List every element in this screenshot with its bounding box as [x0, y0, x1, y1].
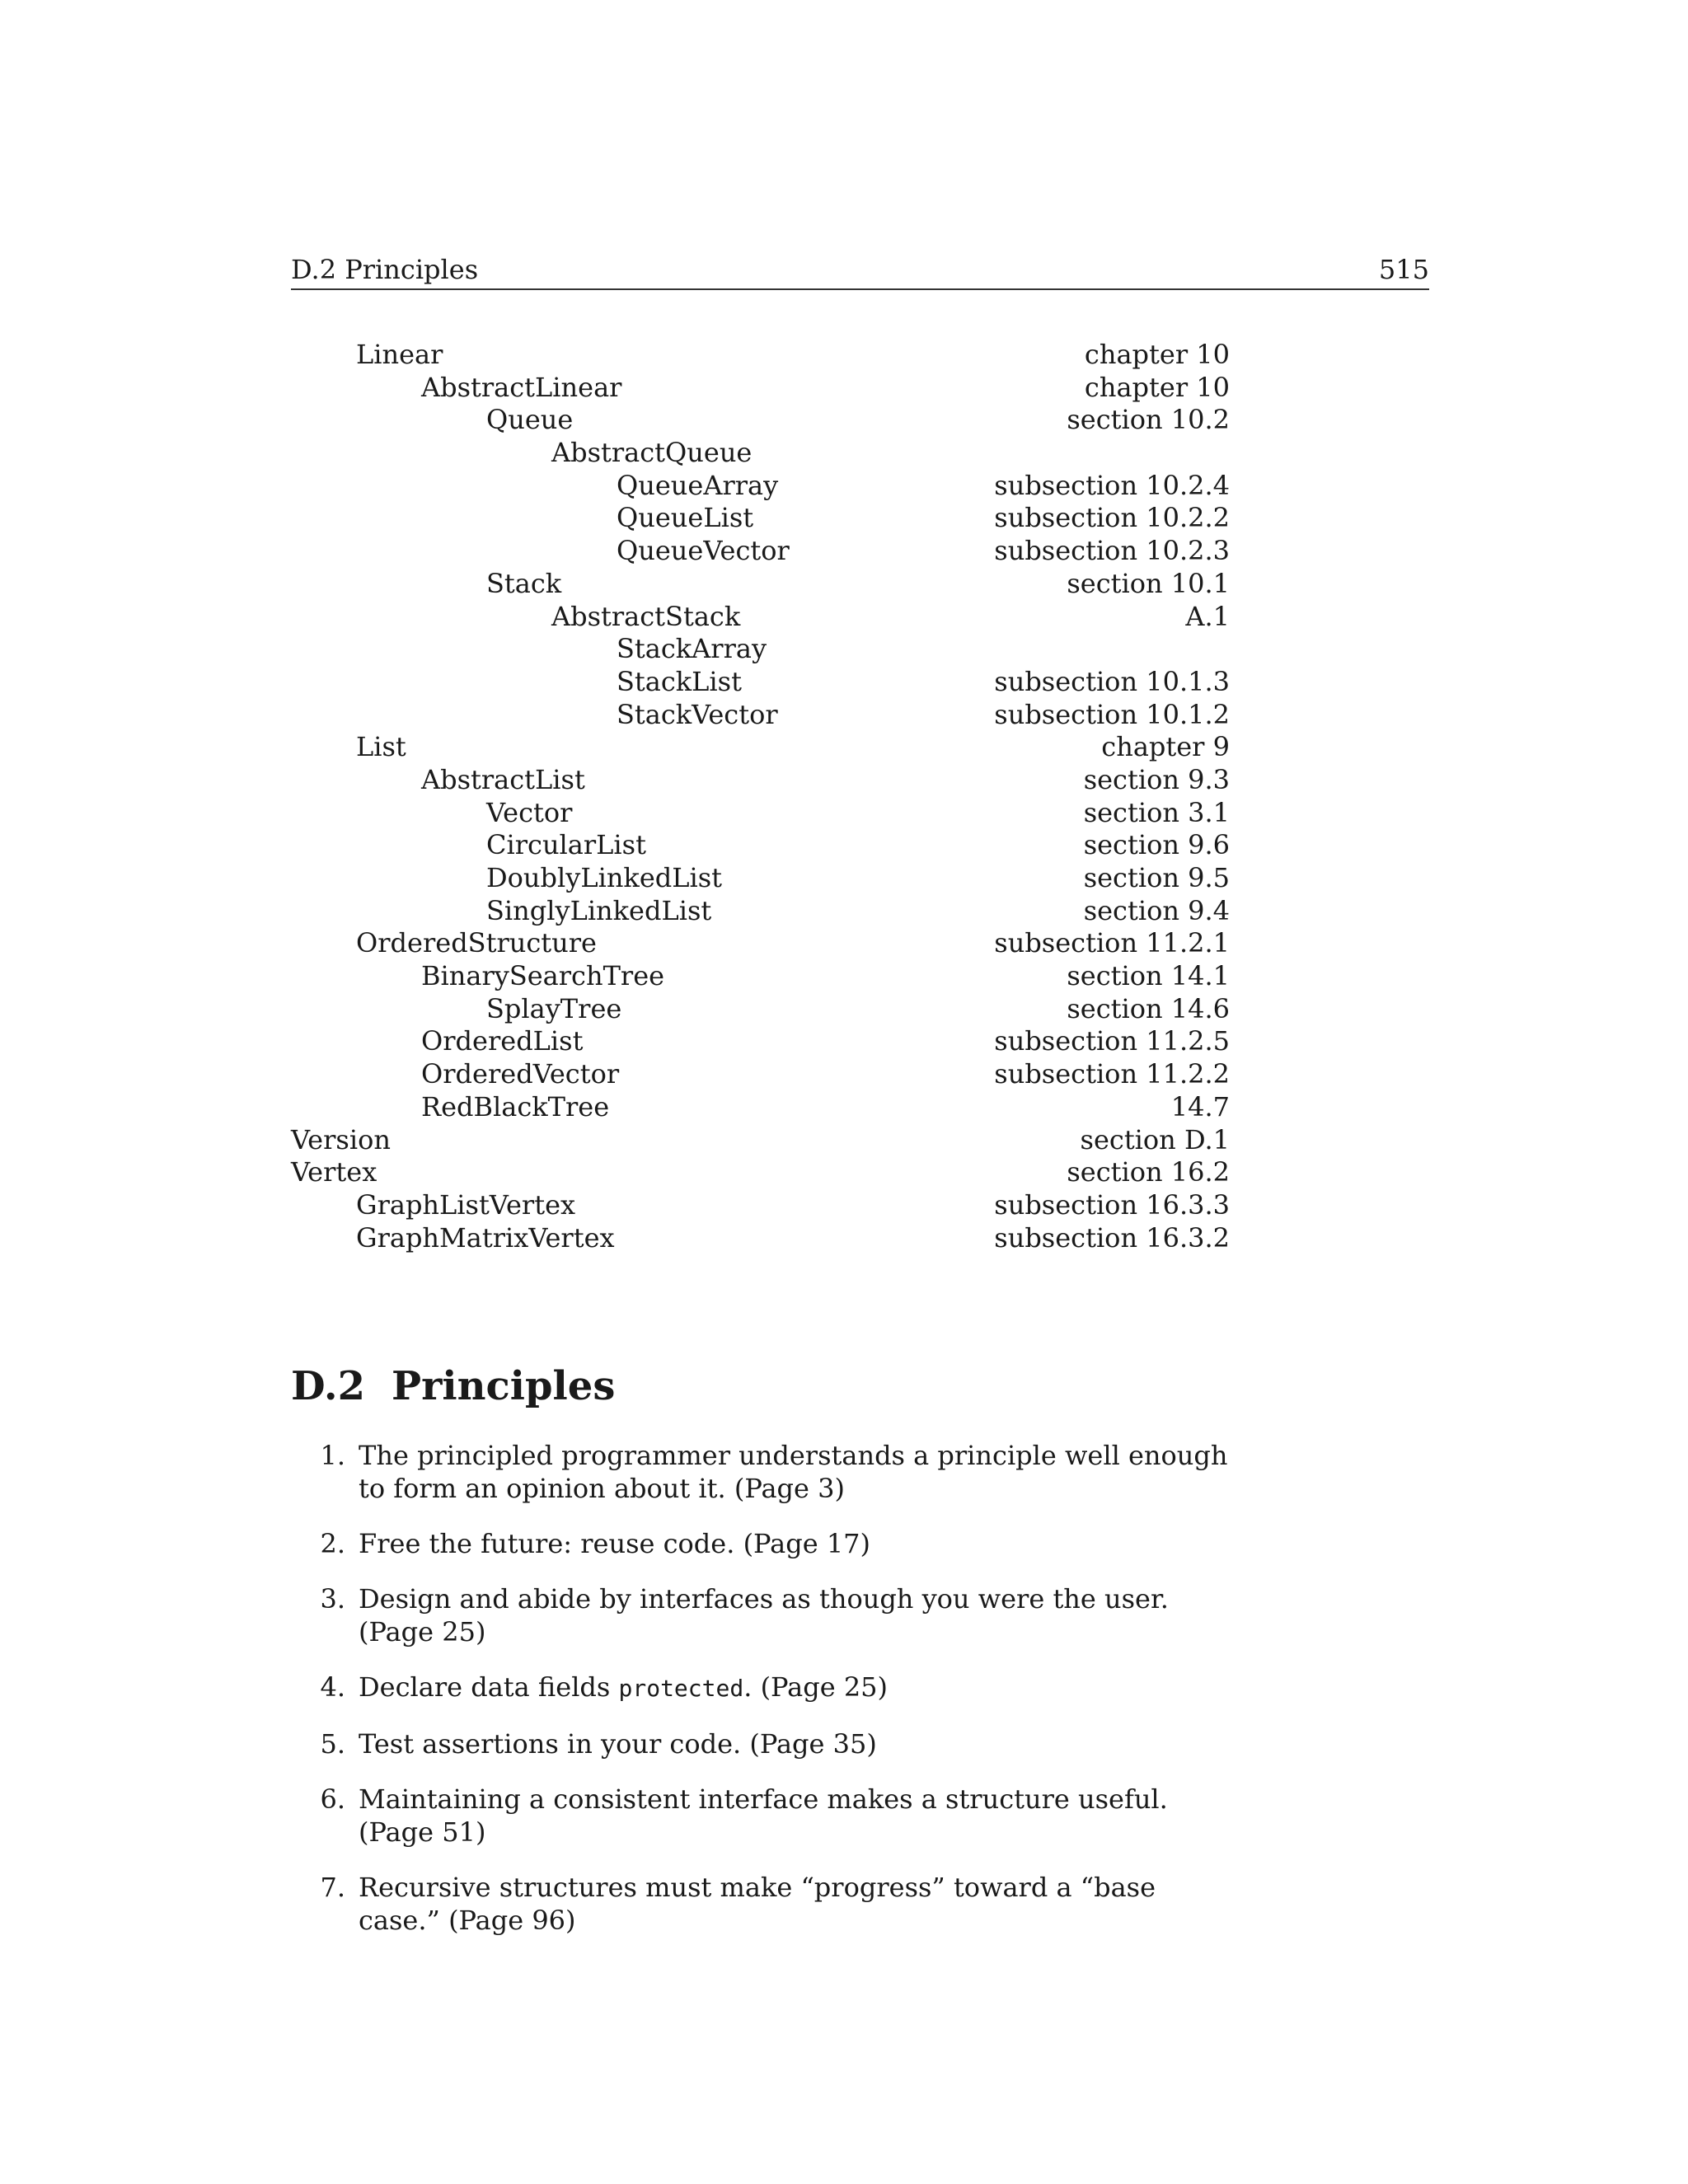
class-name: Vertex — [291, 1156, 377, 1188]
principle-number: 3. — [320, 1583, 345, 1615]
section-reference: section 9.4 — [1083, 894, 1230, 926]
section-reference: subsection 10.2.2 — [994, 502, 1230, 534]
class-name: GraphMatrixVertex — [356, 1221, 615, 1254]
class-name: OrderedVector — [421, 1058, 620, 1090]
principles-list — [291, 1439, 1230, 1959]
code-keyword: protected — [618, 1675, 744, 1702]
section-title: Principles — [392, 1363, 616, 1409]
class-name: List — [356, 731, 406, 763]
running-head — [291, 251, 1429, 290]
section-heading — [291, 1360, 615, 1413]
principle-number: 4. — [320, 1671, 345, 1703]
hierarchy-row — [291, 404, 1230, 437]
principle-text — [359, 1671, 888, 1703]
principle-item — [291, 1871, 1230, 1937]
principle-item — [291, 1439, 1230, 1505]
principle-item — [291, 1582, 1230, 1648]
principle-number: 2. — [320, 1528, 345, 1559]
class-name: StackVector — [617, 698, 778, 730]
section-reference: A.1 — [1185, 600, 1230, 632]
section-reference: section 16.2 — [1067, 1156, 1230, 1188]
hierarchy-row — [291, 960, 1230, 993]
class-hierarchy-list — [291, 339, 1230, 1254]
hierarchy-row — [291, 1124, 1230, 1157]
section-reference: section 14.1 — [1067, 960, 1230, 992]
principle-item — [291, 1671, 1230, 1705]
hierarchy-row — [291, 797, 1230, 830]
hierarchy-row — [291, 1189, 1230, 1222]
hierarchy-row — [291, 895, 1230, 928]
hierarchy-row — [291, 470, 1230, 503]
class-name: OrderedList — [421, 1025, 584, 1057]
principle-text: Test assertions in your code. (Page 35) — [359, 1728, 877, 1760]
hierarchy-row — [291, 339, 1230, 372]
hierarchy-row — [291, 764, 1230, 797]
class-name: QueueList — [617, 502, 754, 534]
class-name: StackList — [617, 665, 742, 697]
page-number: 515 — [1378, 254, 1429, 285]
hierarchy-row — [291, 699, 1230, 732]
hierarchy-row — [291, 1156, 1230, 1189]
section-reference: section 9.6 — [1083, 829, 1230, 861]
class-name: BinarySearchTree — [421, 960, 665, 992]
section-reference: subsection 16.3.3 — [994, 1188, 1230, 1221]
class-name: QueueVector — [617, 535, 790, 567]
principle-item — [291, 1783, 1230, 1849]
principle-text: Recursive structures must make “progress” toward a “base case.” (Page 96) — [359, 1872, 1156, 1936]
section-reference: section D.1 — [1080, 1123, 1230, 1155]
hierarchy-row — [291, 601, 1230, 634]
hierarchy-row — [291, 535, 1230, 568]
section-reference: subsection 10.2.4 — [994, 469, 1230, 501]
hierarchy-row — [291, 1222, 1230, 1255]
principle-number: 5. — [320, 1728, 345, 1760]
hierarchy-row — [291, 1058, 1230, 1091]
class-name: OrderedStructure — [356, 927, 597, 959]
section-reference: section 9.3 — [1083, 763, 1230, 795]
section-reference: subsection 10.1.3 — [994, 665, 1230, 697]
principle-number: 6. — [320, 1783, 345, 1815]
principle-text-post: . (Page 25) — [743, 1671, 889, 1703]
class-name: RedBlackTree — [421, 1090, 610, 1122]
principle-text: Design and abide by interfaces as though you were the user. (Page 25) — [359, 1583, 1169, 1647]
hierarchy-row — [291, 927, 1230, 960]
section-reference: section 14.6 — [1067, 992, 1230, 1024]
class-name: Linear — [356, 339, 443, 370]
section-reference: 14.7 — [1170, 1090, 1230, 1122]
class-name: Stack — [486, 567, 562, 599]
class-name: AbstractLinear — [421, 371, 622, 403]
running-head-title: D.2 Principles — [291, 254, 479, 285]
section-number: D.2 — [291, 1363, 366, 1409]
section-reference: subsection 11.2.2 — [994, 1058, 1230, 1090]
hierarchy-row — [291, 437, 1230, 470]
hierarchy-row — [291, 993, 1230, 1026]
principle-text-pre: Declare data fields — [359, 1671, 619, 1703]
section-reference: subsection 10.2.3 — [994, 535, 1230, 567]
section-reference: section 10.1 — [1067, 567, 1230, 599]
class-name: CircularList — [486, 829, 646, 861]
section-reference: subsection 11.2.1 — [994, 927, 1230, 959]
hierarchy-row — [291, 502, 1230, 535]
class-name: DoublyLinkedList — [486, 862, 722, 893]
section-reference: section 9.5 — [1083, 862, 1230, 893]
class-name: GraphListVertex — [356, 1188, 576, 1221]
class-name: AbstractList — [421, 763, 585, 795]
principle-number: 7. — [320, 1872, 345, 1903]
class-name: StackArray — [617, 633, 767, 665]
hierarchy-row — [291, 731, 1230, 764]
section-reference: subsection 10.1.2 — [994, 698, 1230, 730]
principle-item — [291, 1527, 1230, 1560]
section-reference: subsection 16.3.2 — [994, 1221, 1230, 1254]
principle-text: The principled programmer understands a principle well enough to form an opinion about it. (Page 3) — [359, 1440, 1228, 1504]
class-name: SinglyLinkedList — [486, 894, 712, 926]
class-name: AbstractStack — [551, 600, 741, 632]
class-name: QueueArray — [617, 469, 779, 501]
section-reference: chapter 10 — [1084, 339, 1230, 370]
hierarchy-row — [291, 633, 1230, 666]
section-reference: chapter 9 — [1101, 731, 1230, 763]
section-reference: section 10.2 — [1067, 404, 1230, 436]
hierarchy-row — [291, 372, 1230, 405]
hierarchy-row — [291, 1091, 1230, 1124]
section-reference: section 3.1 — [1083, 796, 1230, 828]
hierarchy-row — [291, 862, 1230, 895]
principle-text: Maintaining a consistent interface makes a structure useful. (Page 51) — [359, 1783, 1168, 1848]
class-name: SplayTree — [486, 992, 622, 1024]
principle-text: Free the future: reuse code. (Page 17) — [359, 1528, 871, 1559]
section-reference: chapter 10 — [1084, 371, 1230, 403]
class-name: AbstractQueue — [551, 437, 753, 469]
hierarchy-row — [291, 829, 1230, 862]
class-name: Version — [291, 1123, 391, 1155]
hierarchy-row — [291, 666, 1230, 699]
hierarchy-row — [291, 568, 1230, 601]
hierarchy-row — [291, 1025, 1230, 1058]
principle-item — [291, 1727, 1230, 1760]
section-reference: subsection 11.2.5 — [994, 1025, 1230, 1057]
class-name: Vector — [486, 796, 573, 828]
principle-number: 1. — [320, 1440, 345, 1471]
class-name: Queue — [486, 404, 574, 436]
